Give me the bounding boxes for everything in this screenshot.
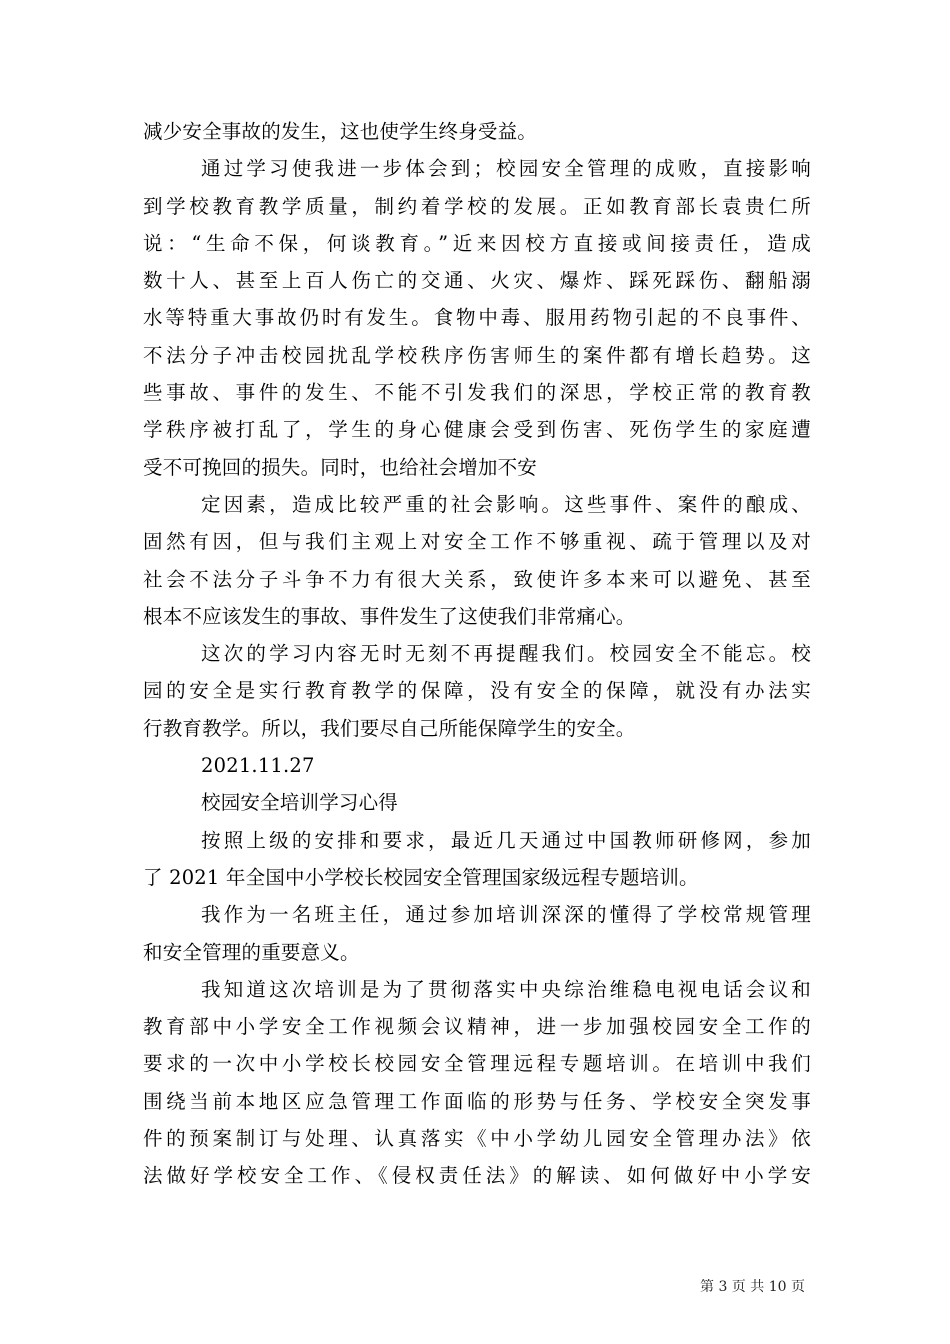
text-line: 社会不法分子斗争不力有很大关系，致使许多本来可以避免、甚至 — [143, 567, 811, 591]
body-text — [143, 113, 811, 1195]
text-line: 法做好学校安全工作、《侵权责任法》的解读、如何做好中小学安 — [143, 1164, 811, 1188]
text-line: 受不可挽回的损失。同时，也给社会增加不安 — [143, 455, 538, 479]
text-line: 说：“生命不保，何谈教育。”近来因校方直接或间接责任，造成 — [143, 231, 811, 255]
text-line: 和安全管理的重要意义。 — [143, 940, 360, 964]
text-line: 定因素，造成比较严重的社会影响。这些事件、案件的酿成、 — [201, 492, 811, 516]
text-line: 校园安全培训学习心得 — [201, 791, 399, 815]
text-line: 按照上级的安排和要求，最近几天通过中国教师研修网，参加 — [201, 828, 811, 852]
text-line: 行教育教学。所以，我们要尽自己所能保障学生的安全。 — [143, 716, 636, 740]
text-line: 教育部中小学安全工作视频会议精神，进一步加强校园安全工作的 — [143, 1015, 811, 1039]
text-line: 些事故、事件的发生、不能不引发我们的深思，学校正常的教育教 — [143, 381, 811, 405]
text-line: 围绕当前本地区应急管理工作面临的形势与任务、学校安全突发事 — [143, 1089, 811, 1113]
text-line: 我作为一名班主任，通过参加培训深深的懂得了学校常规管理 — [201, 903, 811, 927]
text-line: 到学校教育教学质量，制约着学校的发展。正如教育部长袁贵仁所 — [143, 194, 811, 218]
text-line: 固然有因，但与我们主观上对安全工作不够重视、疏于管理以及对 — [143, 530, 811, 554]
text-line: 学秩序被打乱了，学生的身心健康会受到伤害、死伤学生的家庭遭 — [143, 418, 811, 442]
text-line: 园的安全是实行教育教学的保障，没有安全的保障，就没有办法实 — [143, 679, 811, 703]
text-line: 件的预案制订与处理、认真落实《中小学幼儿园安全管理办法》依 — [143, 1127, 811, 1151]
text-line: 这次的学习内容无时无刻不再提醒我们。校园安全不能忘。校 — [201, 642, 811, 666]
text-line: 了 2021 年全国中小学校长校园安全管理国家级远程专题培训。 — [143, 865, 699, 889]
text-line: 减少安全事故的发生，这也使学生终身受益。 — [143, 120, 538, 143]
text-line: 不法分子冲击校园扰乱学校秩序伤害师生的案件都有增长趋势。这 — [143, 343, 811, 367]
text-line: 根本不应该发生的事故、事件发生了这使我们非常痛心。 — [143, 604, 636, 628]
text-line: 数十人、甚至上百人伤亡的交通、火灾、爆炸、踩死踩伤、翻船溺 — [143, 269, 811, 293]
text-line: 2021.11.27 — [201, 754, 315, 778]
page-number: 第 3 页 共 10 页 — [700, 1279, 805, 1295]
text-line: 要求的一次中小学校长校园安全管理远程专题培训。在培训中我们 — [143, 1052, 811, 1076]
text-line: 水等特重大事故仍时有发生。食物中毒、服用药物引起的不良事件、 — [143, 306, 811, 330]
text-line: 我知道这次培训是为了贯彻落实中央综治维稳电视电话会议和 — [201, 977, 811, 1001]
text-line: 通过学习使我进一步体会到；校园安全管理的成败，直接影响 — [201, 157, 811, 181]
